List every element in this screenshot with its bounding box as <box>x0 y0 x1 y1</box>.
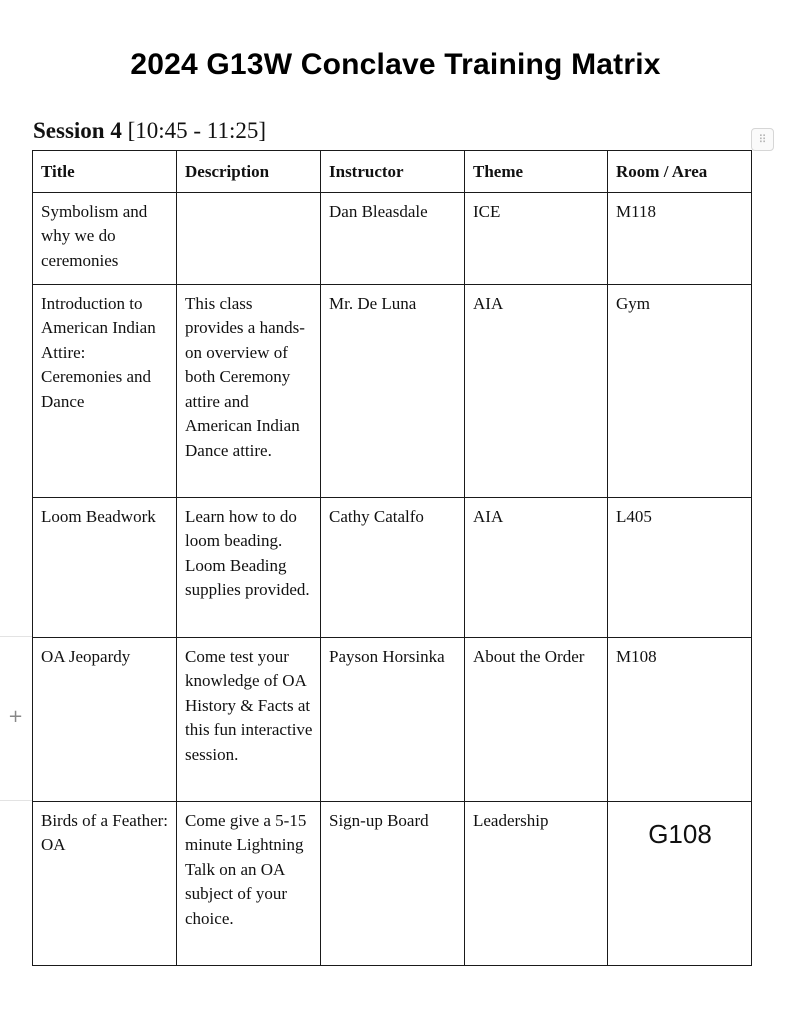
cell-instructor[interactable]: Dan Bleasdale <box>321 192 465 284</box>
session-heading <box>33 118 266 144</box>
column-header-theme: Theme <box>465 151 608 193</box>
cell-room[interactable]: L405 <box>608 497 752 637</box>
session-time: [10:45 - 11:25] <box>127 118 266 143</box>
session-label: Session 4 <box>33 118 122 143</box>
cell-description[interactable]: Learn how to do loom beading. Loom Beading supplies provided. <box>177 497 321 637</box>
column-header-instructor: Instructor <box>321 151 465 193</box>
table-row <box>33 801 752 965</box>
cell-instructor[interactable]: Payson Horsinka <box>321 637 465 801</box>
cell-theme[interactable]: Leadership <box>465 801 608 965</box>
cell-title[interactable]: Symbolism and why we do ceremonies <box>33 192 177 284</box>
cell-room[interactable] <box>608 801 752 965</box>
cell-theme[interactable]: ICE <box>465 192 608 284</box>
cell-description[interactable] <box>177 192 321 284</box>
cell-description[interactable]: This class provides a hands-on overview of both Ceremony attire and American Indian Dance attire. <box>177 284 321 497</box>
table-row <box>33 497 752 637</box>
cell-instructor[interactable]: Cathy Catalfo <box>321 497 465 637</box>
cell-theme[interactable]: AIA <box>465 497 608 637</box>
cell-theme[interactable]: About the Order <box>465 637 608 801</box>
cell-title[interactable]: Introduction to American Indian Attire: Ceremonies and Dance <box>33 284 177 497</box>
training-matrix-table <box>32 150 752 966</box>
column-header-title: Title <box>33 151 177 193</box>
cell-title[interactable]: OA Jeopardy <box>33 637 177 801</box>
room-override-label: G108 <box>648 818 712 849</box>
cell-room[interactable]: Gym <box>608 284 752 497</box>
row-hint-line <box>0 636 33 637</box>
table-drag-handle-icon[interactable]: ⠿ <box>751 128 774 151</box>
cell-room[interactable]: M118 <box>608 192 752 284</box>
cell-title[interactable]: Birds of a Feather: OA <box>33 801 177 965</box>
page-title: 2024 G13W Conclave Training Matrix <box>130 48 661 81</box>
column-header-description: Description <box>177 151 321 193</box>
cell-description[interactable]: Come test your knowledge of OA History & Facts at this fun interactive session. <box>177 637 321 801</box>
column-header-room: Room / Area <box>608 151 752 193</box>
cell-theme[interactable]: AIA <box>465 284 608 497</box>
row-hint-line <box>0 800 33 801</box>
cell-description[interactable]: Come give a 5-15 minute Lightning Talk on an OA subject of your choice. <box>177 801 321 965</box>
table-row <box>33 284 752 497</box>
add-row-button[interactable]: + <box>8 706 24 727</box>
cell-instructor[interactable]: Mr. De Luna <box>321 284 465 497</box>
cell-title[interactable]: Loom Beadwork <box>33 497 177 637</box>
table-header-row <box>33 151 752 193</box>
cell-room[interactable]: M108 <box>608 637 752 801</box>
cell-instructor[interactable]: Sign-up Board <box>321 801 465 965</box>
table-row <box>33 637 752 801</box>
table-row <box>33 192 752 284</box>
